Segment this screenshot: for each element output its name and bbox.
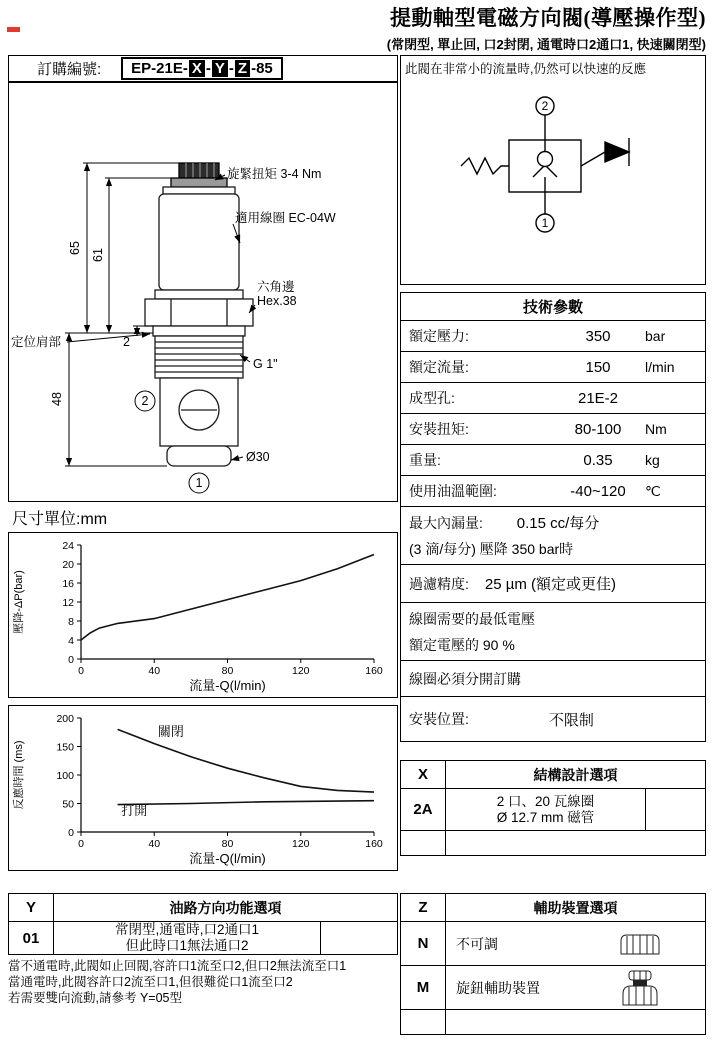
valve-drawing (9, 83, 395, 499)
z-empty-cell (446, 1010, 705, 1034)
y-row-code: 01 (9, 922, 54, 954)
svg-text:120: 120 (291, 838, 310, 850)
tech-row-oil-temp (401, 476, 705, 507)
svg-text:流量-Q(l/min): 流量-Q(l/min) (189, 678, 266, 693)
x-table-header (401, 761, 705, 789)
svg-text:關閉: 關閉 (157, 724, 184, 740)
tech-row-flow (401, 352, 705, 383)
tech-value: 150 (585, 358, 611, 376)
x-row-empty-cell (646, 789, 705, 830)
x-table-key: X (401, 761, 446, 788)
tech-unit: l/min (645, 359, 675, 375)
tech-value: 21E-2 (577, 389, 619, 407)
y-row-desc-line2: 但此時口1無法通口2 (125, 938, 249, 953)
svg-text:12: 12 (62, 597, 74, 609)
y-options-notes (8, 958, 400, 1006)
thread-label: G 1" (253, 357, 278, 371)
tech-row-voltage (401, 603, 705, 661)
z-row-desc (446, 966, 705, 1009)
check-ball (538, 152, 553, 167)
svg-text:0: 0 (78, 665, 84, 677)
tech-value: 80-100 (574, 420, 622, 438)
y-table-title: 油路方向功能選項 (169, 899, 282, 916)
symbol-box (400, 55, 706, 285)
z-table-header (401, 894, 705, 922)
svg-text:反應時間 (ms): 反應時間 (ms) (13, 740, 25, 810)
header (387, 2, 706, 53)
knob-override-icon (617, 969, 663, 1007)
order-code-sep2: - (228, 60, 234, 77)
y-row-empty-cell (321, 922, 397, 954)
tech-label: 重量: (409, 452, 441, 468)
hydraulic-symbol (433, 92, 673, 262)
y-note-line: 若需要雙向流動,請參考 Y=05型 (8, 991, 182, 1005)
z-row-code: N (401, 922, 446, 965)
svg-text:40: 40 (148, 838, 161, 850)
y-table-row-01 (9, 922, 397, 954)
tech-row-cavity (401, 383, 705, 414)
order-band (8, 55, 398, 82)
z-options-table (400, 893, 706, 1035)
tech-unit: bar (645, 328, 666, 344)
svg-text:0: 0 (78, 838, 84, 850)
z-empty-key (401, 1010, 446, 1034)
x-table-row-2a (401, 789, 705, 831)
mount-label: 安裝位置: (409, 711, 469, 727)
svg-text:4: 4 (68, 635, 74, 647)
svg-text:0: 0 (68, 827, 74, 839)
diameter-label: Ø30 (246, 450, 270, 464)
tech-row-leakage (401, 507, 705, 565)
order-code (121, 57, 283, 80)
x-table-title: 結構設計選項 (533, 766, 618, 783)
tech-params-table (400, 292, 706, 742)
port-1-label: 1 (195, 476, 203, 490)
dimension-unit-note: 尺寸單位:mm (12, 511, 108, 528)
svg-text:80: 80 (221, 838, 234, 850)
tech-value: -40~120 (570, 482, 626, 500)
y-note-line: 當通電時,此閥容許口2流至口1,但很難從口1流至口2 (8, 975, 293, 989)
order-code-prefix: EP-21E- (131, 60, 188, 77)
svg-text:160: 160 (365, 665, 383, 677)
svg-text:150: 150 (56, 741, 74, 754)
order-code-y: Y (212, 60, 228, 77)
svg-text:200: 200 (56, 713, 74, 725)
filter-value: 25 µm (額定或更佳) (484, 576, 617, 593)
svg-text:100: 100 (56, 770, 74, 782)
tech-unit: ℃ (645, 482, 661, 499)
tech-row-mounting (401, 697, 705, 741)
svg-text:0: 0 (68, 654, 74, 666)
y-note-line: 當不通電時,此閥如止回閥,容許口1流至口2,但口2無法流至口1 (8, 959, 347, 973)
coil-order-note: 線圈必須分開訂購 (409, 670, 521, 687)
svg-text:打開: 打開 (121, 802, 148, 818)
x-empty-key (401, 831, 446, 855)
tech-row-weight (401, 445, 705, 476)
flow-note: 此閥在非常小的流量時,仍然可以快速的反應 (405, 62, 646, 76)
svg-text:20: 20 (62, 559, 74, 571)
x-row-code: 2A (401, 789, 446, 830)
dim-65: 65 (68, 241, 82, 255)
port-2-label: 2 (141, 394, 149, 408)
tech-params-title-row (401, 293, 705, 321)
tech-label: 額定流量: (409, 359, 469, 375)
tech-params-title: 技術參數 (522, 299, 583, 316)
coil-label: 適用線圈 EC-04W (235, 211, 336, 225)
page-subtitle: (常閉型, 單止回, 口2封閉, 通電時口2通口1, 快速關閉型) (386, 37, 706, 52)
z-row-code: M (401, 966, 446, 1009)
z-table-row-n (401, 922, 705, 966)
svg-text:壓降-ΔP(bar): 壓降-ΔP(bar) (13, 570, 25, 634)
tech-label: 額定壓力: (409, 328, 469, 344)
red-artifact-mark (7, 27, 20, 32)
tech-value: 350 (585, 327, 611, 345)
tech-value: 0.35 (583, 451, 613, 469)
tech-row-filter (401, 565, 705, 603)
svg-text:40: 40 (148, 665, 161, 677)
symbol-port-1-label: 1 (541, 216, 549, 230)
tech-unit: kg (645, 452, 660, 468)
svg-text:8: 8 (68, 616, 74, 628)
order-code-sep1: - (205, 60, 211, 77)
x-empty-cell (446, 831, 705, 855)
svg-text:16: 16 (62, 578, 74, 590)
order-code-x: X (189, 60, 205, 77)
z-table-empty-row (401, 1010, 705, 1034)
leak-value: 0.15 cc/每分 (516, 515, 600, 532)
page-title: 提動軸型電磁方向閥(導壓操作型) (390, 6, 706, 30)
svg-text:80: 80 (221, 665, 234, 677)
y-row-desc-line1: 常閉型,通電時,口2通口1 (114, 922, 260, 937)
hex-value: Hex.38 (257, 294, 297, 308)
tech-row-coil-order (401, 661, 705, 697)
tech-row-torque (401, 414, 705, 445)
hex-label: 六角邊 (257, 280, 295, 294)
pressure-drop-chart (9, 533, 396, 695)
solenoid-symbol (605, 142, 629, 162)
z-row-desc (446, 922, 705, 965)
svg-text:24: 24 (62, 540, 74, 552)
mount-value: 不限制 (548, 711, 594, 729)
valve-drawing-box (8, 82, 398, 502)
x-options-table (400, 760, 706, 856)
tech-row-pressure (401, 321, 705, 352)
y-table-key: Y (9, 894, 54, 921)
dim-61: 61 (91, 248, 105, 262)
x-table-empty-row (401, 831, 705, 855)
pressure-drop-chart-box (8, 532, 398, 698)
symbol-port-2-label: 2 (541, 99, 549, 113)
tech-label: 使用油溫範圍: (409, 483, 497, 499)
dim-48: 48 (50, 392, 64, 406)
tech-label: 安裝扭矩: (409, 421, 469, 437)
knob-icon (617, 931, 663, 957)
response-time-chart (9, 706, 396, 868)
y-table-header (9, 894, 397, 922)
voltage-line1: 線圈需要的最低電壓 (409, 610, 535, 627)
x-row-desc-line1: 2 口、20 瓦線圈 (496, 793, 595, 809)
leak-label: 最大內漏量: (409, 515, 483, 531)
x-row-desc-line2: Ø 12.7 mm 磁管 (496, 809, 595, 825)
tech-unit: Nm (645, 421, 667, 437)
shoulder-label: 定位肩部 (11, 335, 62, 349)
z-table-row-m (401, 966, 705, 1010)
order-code-suffix: -85 (251, 60, 273, 77)
y-options-table (8, 893, 398, 955)
voltage-line2: 額定電壓的 90 % (409, 636, 515, 653)
torque-label: 旋緊扭矩 3-4 Nm (227, 167, 322, 181)
z-row-desc-text: 旋鈕輔助裝置 (456, 979, 540, 996)
z-table-title: 輔助裝置選項 (533, 899, 618, 916)
svg-text:160: 160 (365, 838, 383, 850)
z-table-key: Z (401, 894, 446, 921)
spring-symbol (461, 158, 509, 174)
filter-label: 過濾精度: (409, 575, 469, 592)
leak-line2: (3 滴/每分) 壓降 350 bar時 (409, 541, 574, 557)
tech-label: 成型孔: (409, 390, 455, 406)
order-code-z: Z (235, 60, 250, 77)
y-row-desc (54, 922, 321, 954)
valve-body-shapes (145, 163, 253, 466)
x-row-desc (446, 789, 646, 830)
z-row-desc-text: 不可調 (456, 935, 498, 952)
dim-2: 2 (123, 335, 130, 349)
response-time-chart-box (8, 705, 398, 871)
svg-text:120: 120 (291, 665, 310, 677)
svg-text:50: 50 (62, 798, 74, 811)
order-label: 訂購編號: (37, 61, 102, 78)
svg-text:流量-Q(l/min): 流量-Q(l/min) (189, 851, 266, 866)
